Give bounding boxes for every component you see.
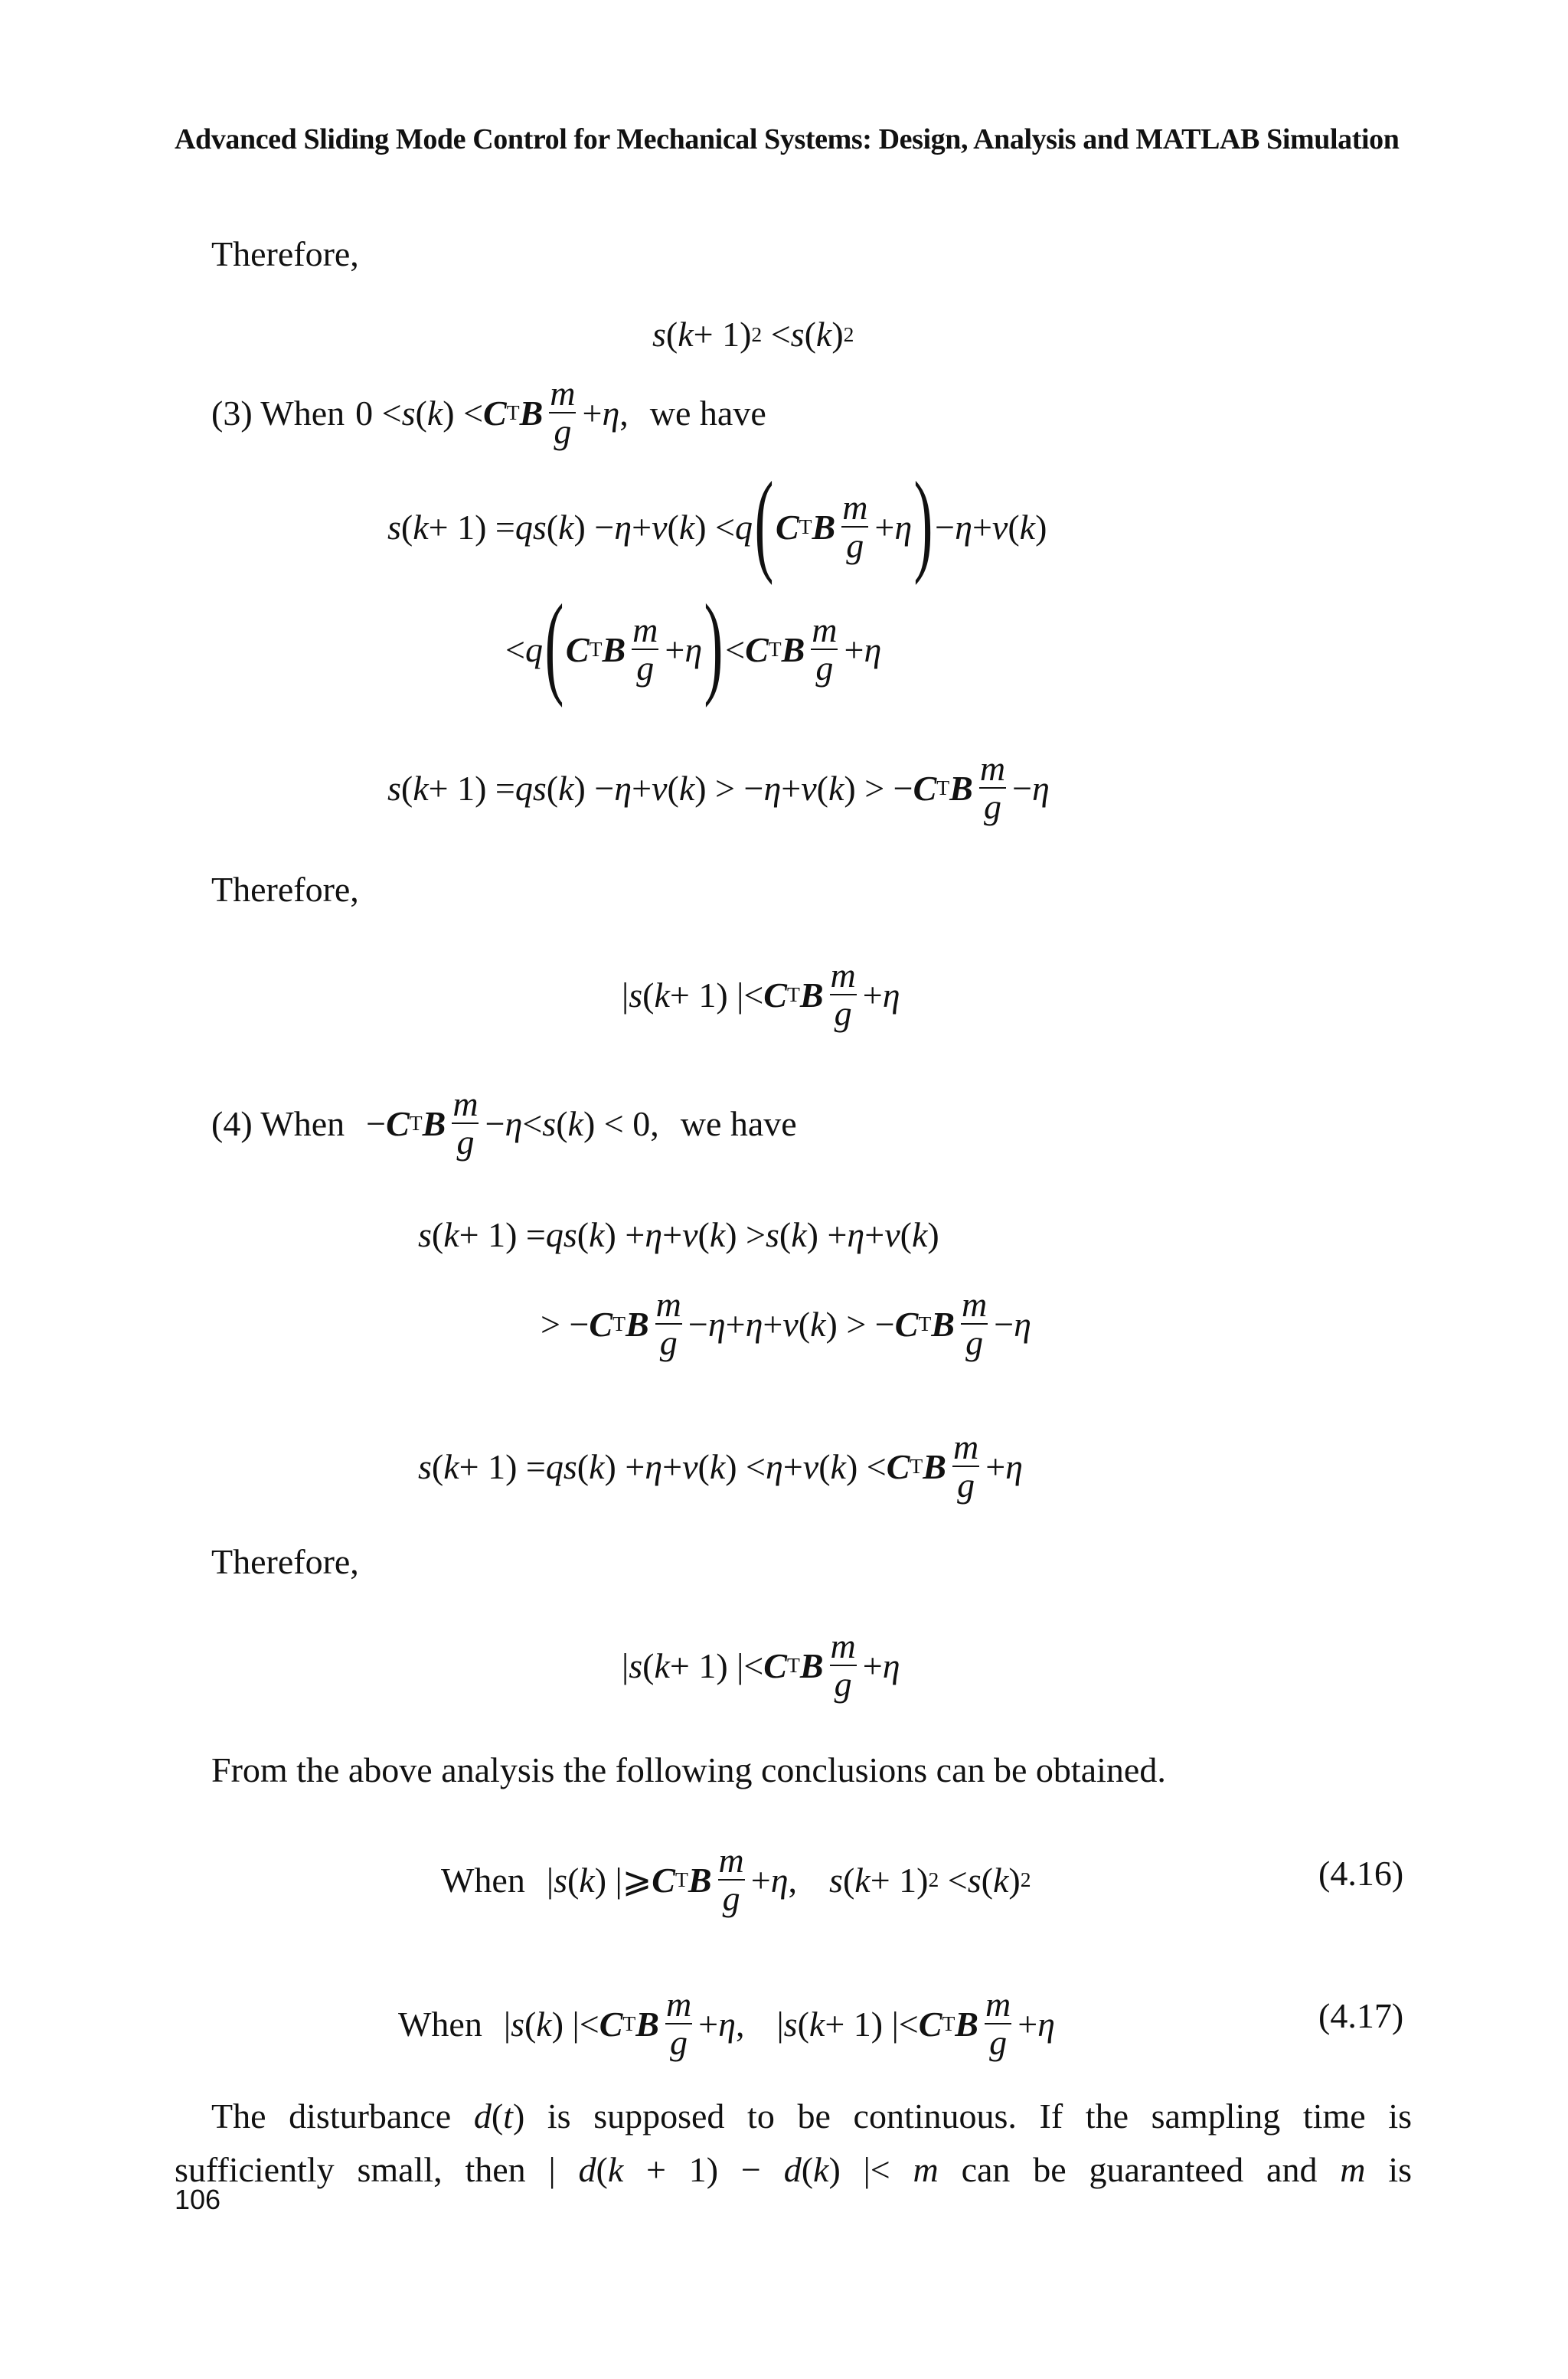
case-4-prefix: (4) When xyxy=(211,1103,345,1143)
equation-case3-upper-1: s ( k + 1) = qs ( k ) − η + v ( k ) < q ( C T B $\frac{m}{g}$ + η ) − η + v ( k ) xyxy=(387,459,1047,586)
paragraph-therefore-1: Therefore, xyxy=(211,234,359,273)
paragraph-therefore-2: Therefore, xyxy=(211,870,359,909)
equation-4-16: When | s ( k ) |⩾ C T B $\frac{m}{g}$ + η , s ( k + 1) 2 < s ( k ) 2 xyxy=(441,1841,1031,1919)
equation-number-4-16: (4.16) xyxy=(1318,1854,1404,1893)
equation-4-17: When | s ( k ) |< C T B $\frac{m}{g}$ + η , | s ( k + 1) |< C T B $\frac{m}{g}$ + η xyxy=(398,1985,1055,2063)
equation-case3-upper-2: < q ( C T B $\frac{m}{g}$ + η ) < C T B $\frac{m}{g}$ + η xyxy=(505,581,882,708)
case-4-condition: (4) When − C T B $\frac{m}{g}$ − η < s ( k ) < 0, we have xyxy=(211,1084,797,1162)
equation-case4-upper: s ( k + 1) = qs ( k ) + η + v ( k ) < η + v ( k ) < C T B $\frac{m}{g}$ + η xyxy=(418,1427,1023,1505)
case-4-suffix: we have xyxy=(680,1103,797,1143)
page-number: 106 xyxy=(175,2184,221,2215)
when-label-417: When xyxy=(398,2004,482,2044)
equation-square-decrease: s ( k + 1) 2 < s ( k ) 2 xyxy=(652,315,854,354)
equation-number-4-17: (4.17) xyxy=(1318,1996,1404,2035)
equation-case4-lower-1: s ( k + 1) = qs ( k ) + η + v ( k ) > s ( k ) + η + v ( k ) xyxy=(418,1215,939,1254)
equation-bound-2: | s ( k + 1) |< C T B $\frac{m}{g}$ + η xyxy=(622,1626,900,1704)
equation-bound-1: | s ( k + 1) |< C T B $\frac{m}{g}$ + η xyxy=(622,956,900,1034)
paragraph-disturbance-line-2: sufficiently small, then | d(k + 1) − d(k) |< m can be guaranteed and m is xyxy=(175,2150,1412,2189)
equation-case4-lower-2: > − C T B $\frac{m}{g}$ − η + η + v ( k ) > − C T B $\frac{m}{g}$ − η xyxy=(541,1285,1031,1363)
when-label-416: When xyxy=(441,1860,525,1900)
paragraph-conclusion: From the above analysis the following conclusions can be obtained. xyxy=(211,1750,1166,1789)
paragraph-disturbance-line-1: The disturbance d(t) is supposed to be continuous. If the sampling time is xyxy=(211,2096,1412,2136)
case-3-prefix: (3) When xyxy=(211,393,345,433)
case-3-suffix: we have xyxy=(649,393,766,433)
paragraph-therefore-3: Therefore, xyxy=(211,1542,359,1581)
running-header: Advanced Sliding Mode Control for Mechanical Systems: Design, Analysis and MATLAB Simulation xyxy=(175,123,1400,155)
case-3-condition: (3) When 0 < s ( k ) < C T B $\frac{m}{g}$ + η , we have xyxy=(211,374,766,452)
equation-case3-lower: s ( k + 1) = qs ( k ) − η + v ( k ) > − η + v ( k ) > − C T B $\frac{m}{g}$ − η xyxy=(387,749,1050,827)
fraction-m-over-g: $\frac{m}{g}$ xyxy=(550,374,576,452)
